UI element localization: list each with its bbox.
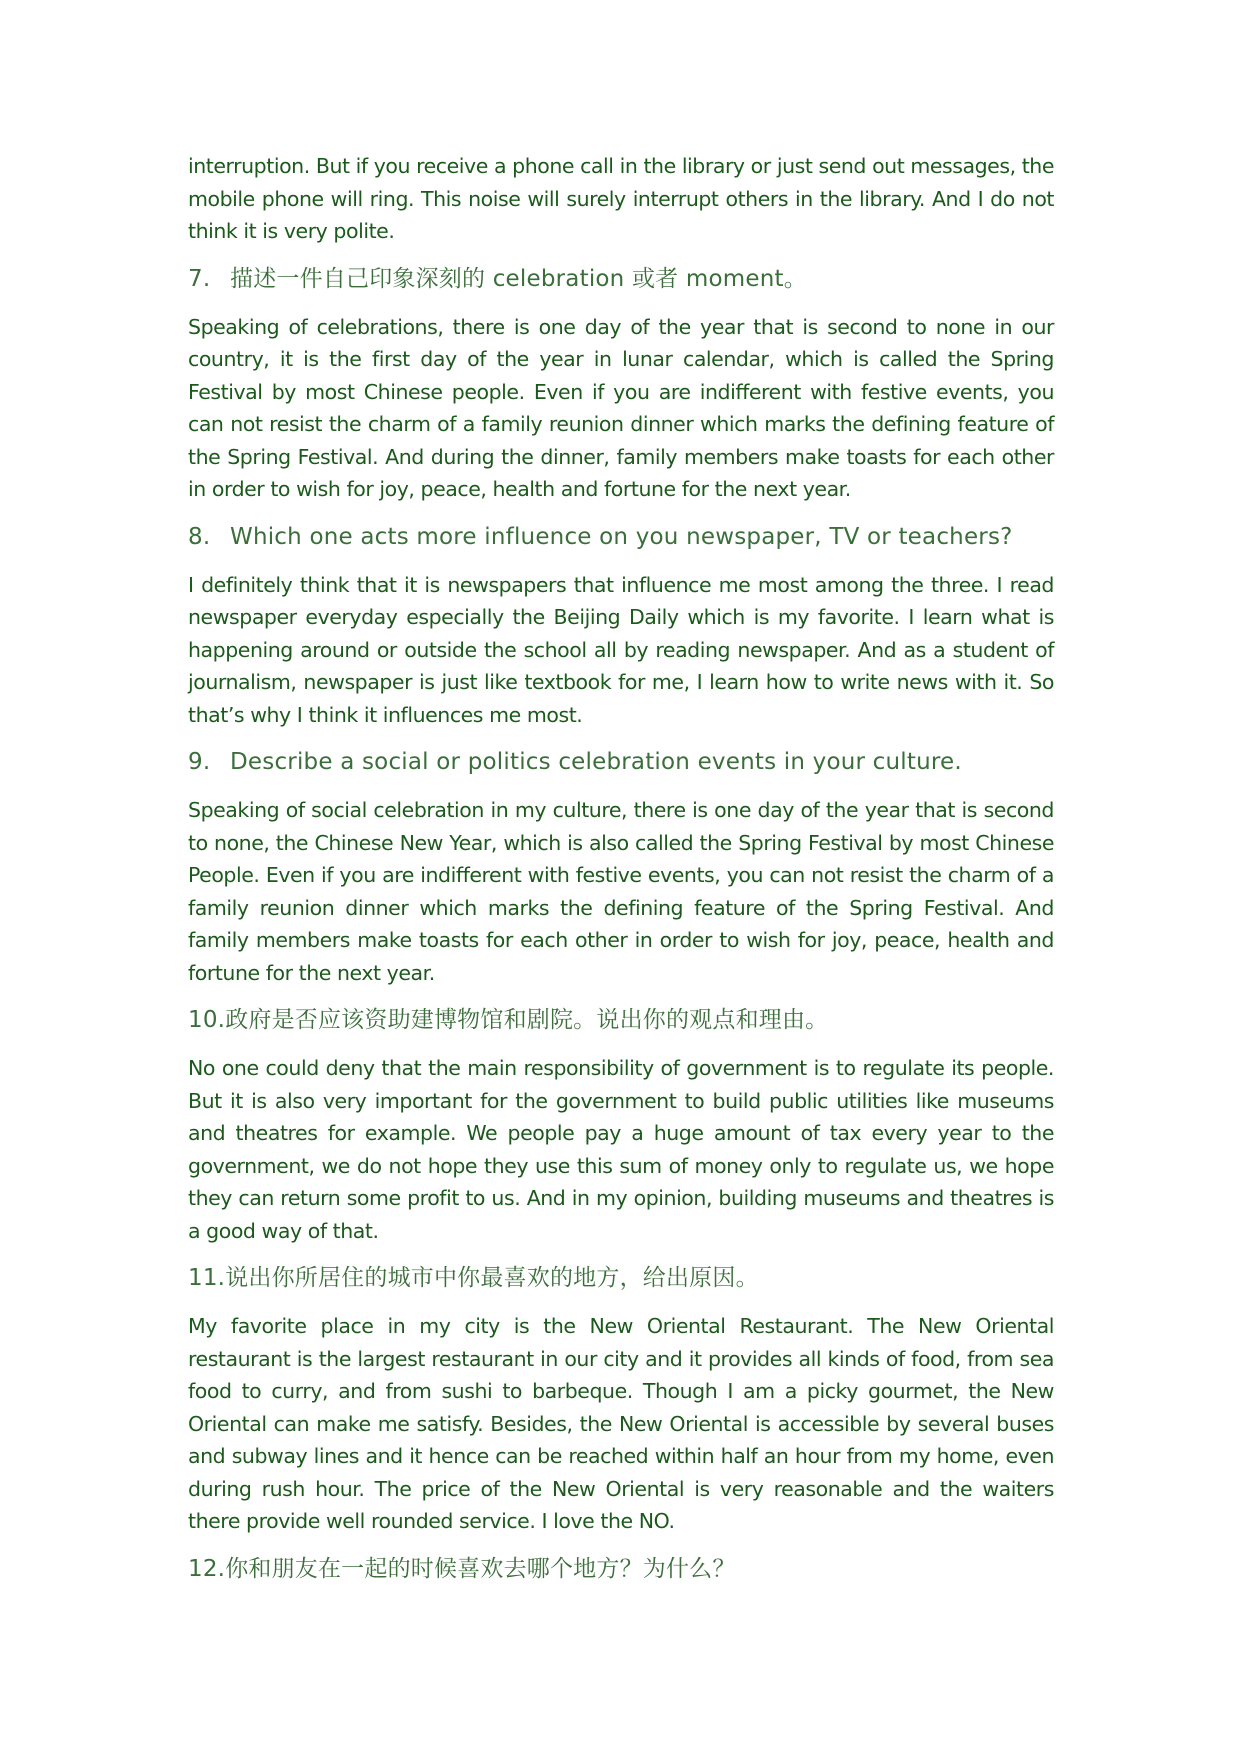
question-10-heading xyxy=(188,1004,1054,1037)
question-number: 9. xyxy=(188,749,211,775)
question-text: Describe a social or politics celebration events in your culture. xyxy=(230,749,962,775)
answer-paragraph: interruption. But if you receive a phone call in the library or just send out messages, the mobile phone will ring. This noise will surely interrupt others in the library. And I do not think it is very polite. xyxy=(188,154,1054,243)
question-number: 10. xyxy=(188,1007,226,1033)
question-7-heading xyxy=(188,263,1054,296)
question-text: 政府是否应该资助建博物馆和剧院。说出你的观点和理由。 xyxy=(225,1007,829,1033)
question-text: 描述一件自己印象深刻的 celebration 或者 moment。 xyxy=(230,265,807,292)
question-number: 7. xyxy=(188,265,211,292)
question-12-heading xyxy=(188,1553,1054,1586)
question-11-heading xyxy=(188,1262,1054,1295)
document-body xyxy=(188,150,1054,1601)
answer-paragraph: No one could deny that the main responsibility of government is to regulate its people. But it is also very important for the government to build public utilities like museums and theatres for example. We people pay a huge amount of tax every year to the government, we do not hope they use this sum of money only to regulate us, we hope they can return some profit to us. And in my opinion, building museums and theatres is a good way of that. xyxy=(188,1056,1054,1243)
answer-paragraph: My favorite place in my city is the New Oriental Restaurant. The New Oriental restaurant is the largest restaurant in our city and it provides all kinds of food, from sea food to curry, and from sushi to barbeque. Though I am a picky gourmet, the New Oriental can make me satisfy. Besides, the New Oriental is accessible by several buses and subway lines and it hence can be reached within half an hour from my home, even during rush hour. The price of the New Oriental is very reasonable and the waiters there provide well rounded service. I love the NO. xyxy=(188,1314,1054,1533)
question-9-heading xyxy=(188,746,1054,779)
question-8-heading xyxy=(188,521,1054,554)
answer-paragraph: Speaking of celebrations, there is one day of the year that is second to none in our country, it is the first day of the year in lunar calendar, which is called the Spring Festival by most Chinese people. Even if you are indifferent with festive events, you can not resist the charm of a family reunion dinner which marks the defining feature of the Spring Festival. And during the dinner, family members make toasts for each other in order to wish for joy, peace, health and fortune for the next year. xyxy=(188,314,1054,501)
answer-paragraph: Speaking of social celebration in my culture, there is one day of the year that is second to none, the Chinese New Year, which is also called the Spring Festival by most Chinese People. Even if you are indifferent with festive events, you can not resist the charm of a family reunion dinner which marks the defining feature of the Spring Festival. And family members make toasts for each other in order to wish for joy, peace, health and fortune for the next year. xyxy=(188,798,1054,985)
question-text: 说出你所居住的城市中你最喜欢的地方，给出原因。 xyxy=(225,1265,759,1291)
question-number: 8. xyxy=(188,523,211,550)
question-number: 12. xyxy=(188,1555,226,1582)
answer-paragraph: I definitely think that it is newspapers that influence me most among the three. I read newspaper everyday especially the Beijing Daily which is my favorite. I learn what is happening around or outside the school all by reading newspaper. And as a student of journalism, newspaper is just like textbook for me, I learn how to write news with it. So that’s why I think it influences me most. xyxy=(188,572,1054,727)
question-number: 11. xyxy=(188,1265,226,1291)
question-text: Which one acts more influence on you newspaper, TV or teachers? xyxy=(230,523,1013,550)
question-text: 你和朋友在一起的时候喜欢去哪个地方？为什么？ xyxy=(225,1555,736,1582)
